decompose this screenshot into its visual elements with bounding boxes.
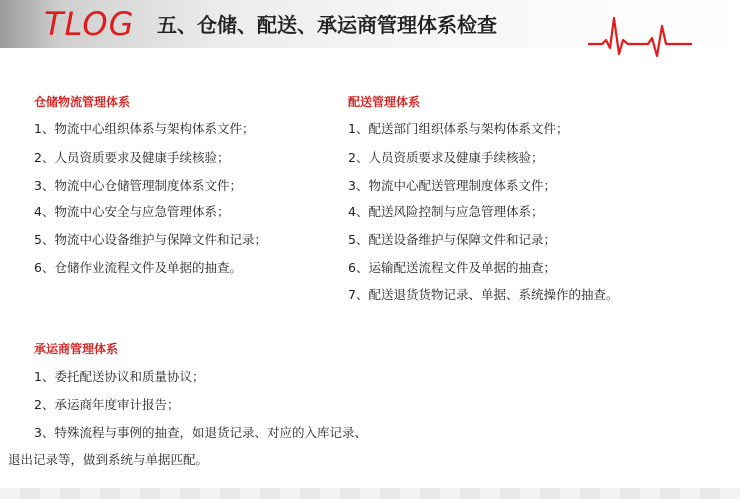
list-item: 7、配送退货货物记录、单据、系统操作的抽查。 bbox=[348, 287, 619, 302]
list-item: 5、配送设备维护与保障文件和记录； bbox=[348, 232, 556, 247]
list-item: 4、配送风险控制与应急管理体系； bbox=[348, 204, 544, 219]
heartbeat-icon bbox=[588, 14, 692, 58]
section-heading-carrier: 承运商管理体系 bbox=[34, 342, 119, 356]
list-item: 2、承运商年度审计报告； bbox=[34, 397, 180, 412]
list-item: 3、物流中心仓储管理制度体系文件； bbox=[34, 178, 242, 193]
list-item: 3、物流中心配送管理制度体系文件； bbox=[348, 178, 556, 193]
list-item: 2、人员资质要求及健康手续核验； bbox=[34, 150, 230, 165]
list-item: 1、配送部门组织体系与架构体系文件； bbox=[348, 121, 569, 136]
brand-logo: TLOG bbox=[44, 5, 135, 43]
list-item: 3、特殊流程与事例的抽查，如退货记录、对应的入库记录、 bbox=[34, 425, 367, 440]
list-item: 1、委托配送协议和质量协议； bbox=[34, 369, 205, 384]
section-heading-delivery: 配送管理体系 bbox=[348, 95, 421, 109]
list-item: 退出记录等，做到系统与单据匹配。 bbox=[8, 452, 209, 467]
bottom-stripe bbox=[0, 488, 740, 499]
list-item: 4、物流中心安全与应急管理体系； bbox=[34, 204, 230, 219]
section-heading-warehouse: 仓储物流管理体系 bbox=[34, 95, 131, 109]
list-item: 2、人员资质要求及健康手续核验； bbox=[348, 150, 544, 165]
page-title: 五、仓储、配送、承运商管理体系检查 bbox=[157, 13, 497, 37]
list-item: 1、物流中心组织体系与架构体系文件； bbox=[34, 121, 255, 136]
list-item: 5、物流中心设备维护与保障文件和记录； bbox=[34, 232, 267, 247]
list-item: 6、仓储作业流程文件及单据的抽查。 bbox=[34, 260, 242, 275]
list-item: 6、运输配送流程文件及单据的抽查； bbox=[348, 260, 556, 275]
